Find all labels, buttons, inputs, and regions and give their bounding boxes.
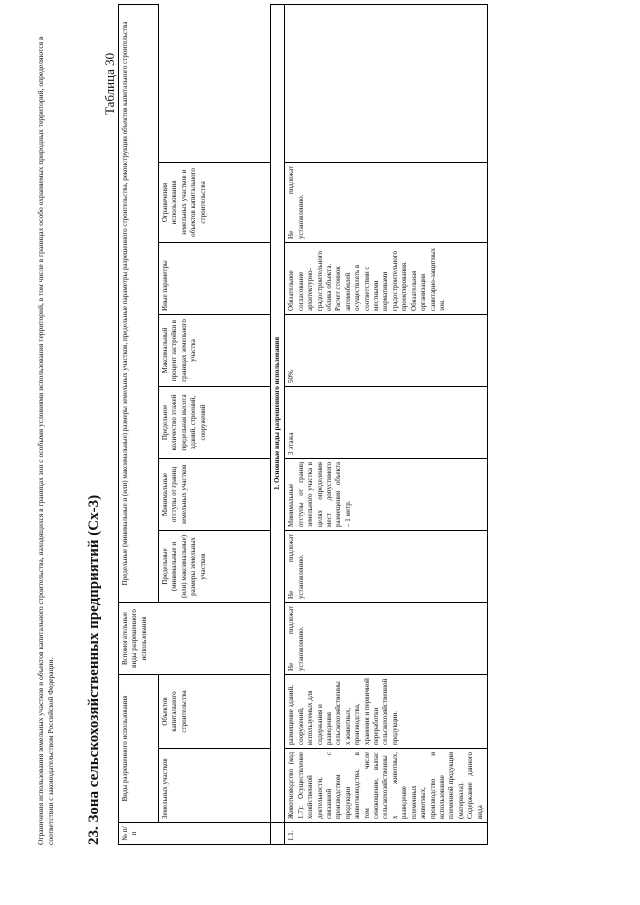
header-plot-sizes: Предельные (минимальные и (или) максимальные) размеры земельных участков: [159, 530, 271, 602]
cell-max-floors: 3 этажа: [285, 386, 488, 458]
zone-title: 23. Зона сельскохозяйственных предприятий (Сх-3): [86, 494, 102, 845]
cell-plot-sizes: Не подлежат установлению.: [285, 530, 488, 602]
cell-cap-objects: размещение зданий, сооружений, используемых для содержания и разведения сельскохозяйственных животных, производства, хранения и первичной переработки сельскохозяйственной продукции.: [285, 674, 488, 748]
header-auxiliary: Вспомогательные виды разрешенного использования: [119, 602, 271, 674]
intro-note: Ограничения использования земельных участков и объектов капитального строительства, находящихся в границах зон с особыми условиями использования территорий, в том числе в границах особо охраняемых природных территорий, определяются в соответствии с законодательством Российской Федерации.: [36, 36, 55, 845]
header-land-plots: Земельных участков: [159, 749, 271, 823]
row-num: 1.1.: [285, 823, 488, 845]
table-label: Таблица 30: [102, 52, 117, 115]
header-max-coverage: Максимальный процент застройки в границах земельного участка: [159, 314, 271, 386]
cell-other-params: Обязательное согласование архитектурно-градостроительного облика объекта. Расчет стоянок автомобилей осуществлять в соответствии с местными нормативами градостроительного проектирования. Обязательная организация санитарно-защитных зон.: [285, 242, 488, 314]
section-spacer: [271, 823, 285, 845]
header-min-setbacks: Минимальные отступы от границ земельных участков: [159, 458, 271, 530]
cell-min-setbacks: Минимальные отступы от границ земельного участка в целях определения мест допустимого размещения объекта – 1 метр.: [285, 458, 488, 530]
cell-restrictions: Не подлежат установлению.: [285, 162, 488, 242]
table-row: [285, 4, 488, 844]
header-num: № п/п: [119, 823, 271, 845]
cell-land-plots: Животноводство (код 1.7): Осуществление хозяйственной деятельности, связанной с производством продукции животноводства, в том числе сенокошение, выпас сельскохозяйственных животных, разведение племенных животных, производство и использование племенной продукции (материала). Содержание данного вида: [285, 749, 488, 823]
header-max-floors: Предельное количество этажей предельная высота зданий, строений, сооружений: [159, 386, 271, 458]
header-limit-params: Предельные (минимальные и (или) максимальные) размеры земельных участков, предельные параметры разрешенного строительства, реконструкции объектов капитального строительства: [119, 4, 159, 602]
cell-max-coverage: 50%: [285, 314, 488, 386]
header-cap-objects: Объектов капитального строительства: [159, 674, 271, 748]
regulations-table: [118, 4, 488, 845]
section-title: 1. Основные виды разрешенного использования: [271, 4, 285, 822]
header-other-params: Иные параметры: [159, 242, 271, 314]
cell-auxiliary: Не подлежат установлению.: [285, 602, 488, 674]
header-permitted-use-types: Виды разрешенного использования: [119, 674, 159, 822]
header-restrictions: Ограничения использования земельных участков и объектов капитального строительства: [159, 162, 271, 242]
cell-empty: [285, 4, 488, 162]
